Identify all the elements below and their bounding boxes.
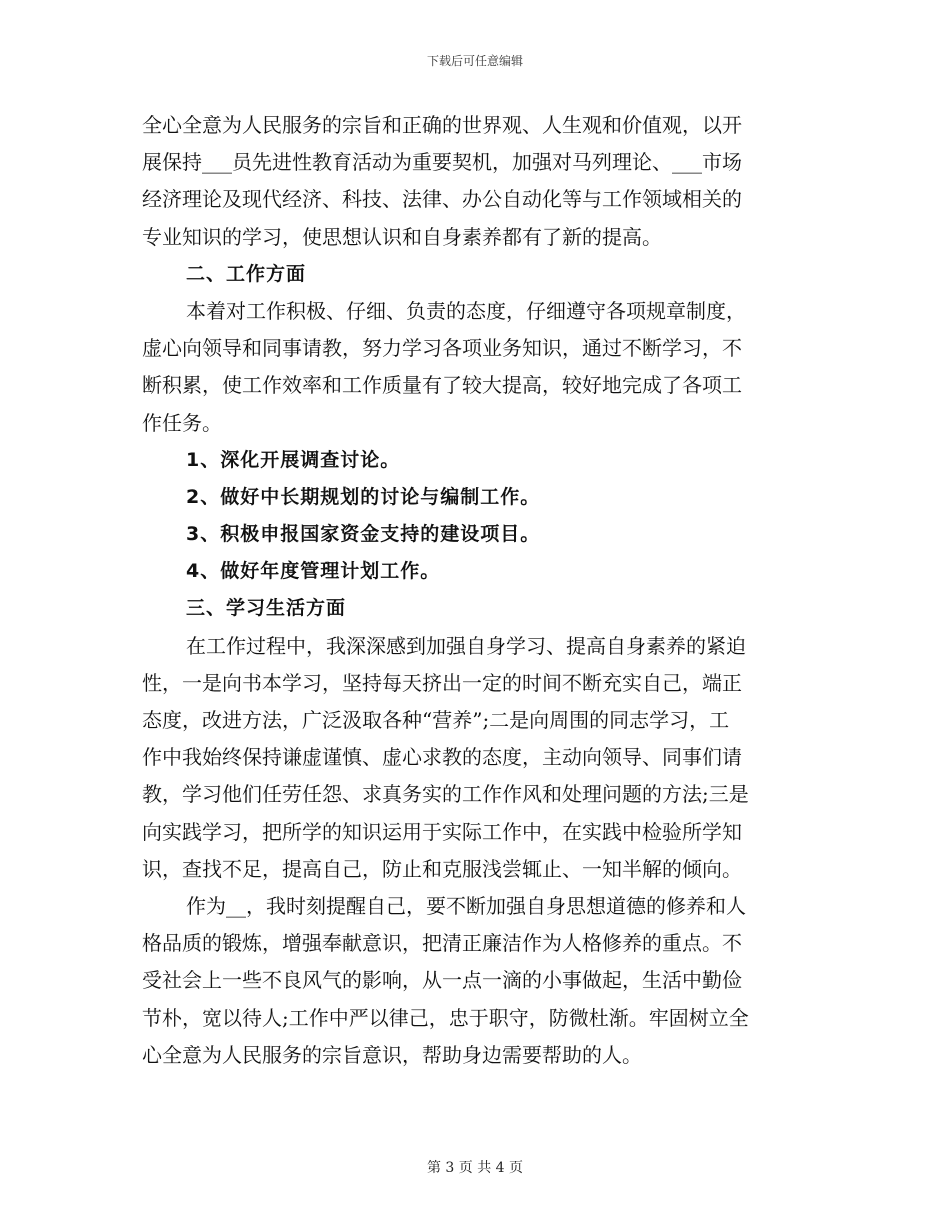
body-line: 作为__，我时刻提醒自己，要不断加强自身思想道德的修养和人	[186, 893, 746, 918]
body-line: 展保持___员先进性教育活动为重要契机，加强对马列理论、___市场	[142, 150, 742, 175]
body-line: 全心全意为人民服务的宗旨和正确的世界观、人生观和价值观，以开	[142, 113, 742, 137]
page-number-footer: 第 3 页 共 4 页	[426, 1160, 524, 1176]
body-line: 节朴，宽以待人;工作中严以律己，忠于职守，防微杜渐。牢固树立全	[142, 1005, 749, 1030]
body-line: 本着对工作积极、仔细、负责的态度，仔细遵守各项规章制度，	[186, 298, 746, 323]
body-line: 教，学习他们任劳任怨、求真务实的工作作风和处理问题的方法;三是	[142, 782, 749, 807]
body-line: 心全意为人民服务的宗旨意识，帮助身边需要帮助的人。	[142, 1042, 642, 1067]
body-line: 态度，改进方法，广泛汲取各种“营养”;二是向周围的同志学习，工	[142, 708, 730, 732]
page-header: 下载后可任意编辑	[426, 54, 523, 68]
body-line: 格品质的锻炼，增强奉献意识，把清正廉洁作为人格修养的重点。不	[142, 931, 742, 956]
body-line: 识，查找不足，提高自己，防止和克服浅尝辄止、一知半解的倾向。	[142, 856, 742, 881]
list-item-1: 1、深化开展调查讨论。	[186, 448, 401, 471]
body-line: 受社会上一些不良风气的影响，从一点一滴的小事做起，生活中勤俭	[142, 968, 742, 993]
section-heading-study-life: 三、学习生活方面	[186, 597, 347, 620]
list-item-4: 4、做好年度管理计划工作。	[186, 560, 441, 583]
document-body	[142, 107, 810, 1074]
body-line: 向实践学习，把所学的知识运用于实际工作中，在实践中检验所学知	[142, 819, 742, 844]
body-line: 作任务。	[142, 410, 222, 435]
body-line: 虚心向领导和同事请教，努力学习各项业务知识，通过不断学习，不	[142, 336, 742, 361]
list-item-2: 2、做好中长期规划的讨论与编制工作。	[186, 485, 541, 508]
body-line: 在工作过程中，我深深感到加强自身学习、提高自身素养的紧迫	[186, 633, 746, 658]
body-line: 专业知识的学习，使思想认识和自身素养都有了新的提高。	[142, 224, 662, 249]
body-line: 断积累，使工作效率和工作质量有了较大提高，较好地完成了各项工	[142, 373, 742, 398]
body-line: 经济理论及现代经济、科技、法律、办公自动化等与工作领域相关的	[142, 187, 742, 212]
list-item-3: 3、积极申报国家资金支持的建设项目。	[186, 523, 541, 546]
section-heading-work: 二、工作方面	[186, 262, 307, 285]
body-line: 作中我始终保持谦虚谨慎、虚心求教的态度，主动向领导、同事们请	[142, 745, 742, 770]
body-line: 性，一是向书本学习，坚持每天挤出一定的时间不断充实自己，端正	[142, 670, 742, 695]
